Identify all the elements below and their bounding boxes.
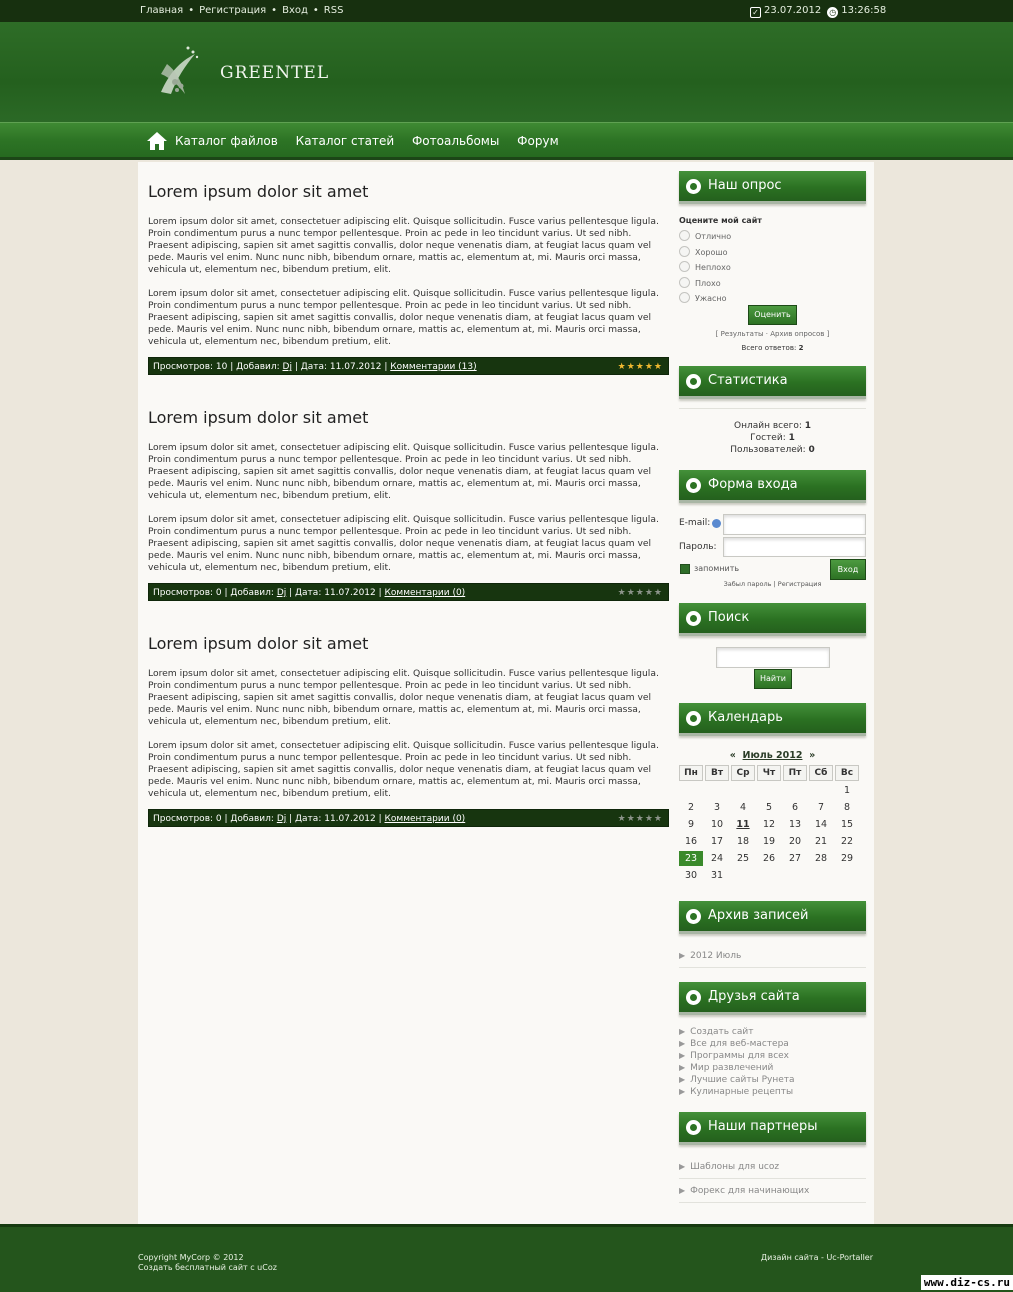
calendar-day: 26 <box>762 853 776 864</box>
login-block-header <box>679 470 866 503</box>
calendar-day: 13 <box>788 819 802 830</box>
list-item[interactable] <box>679 1062 866 1074</box>
post-title[interactable]: Lorem ipsum dolor sit amet <box>148 634 369 653</box>
weekday-header: Ср <box>731 765 755 781</box>
calendar-month[interactable]: Июль 2012 <box>742 750 803 761</box>
calendar-day <box>731 783 755 798</box>
friend-link[interactable]: Все для веб-мастера <box>690 1039 789 1049</box>
poll-option[interactable] <box>679 260 866 276</box>
list-item[interactable] <box>679 950 866 962</box>
archive-title: Архив записей <box>708 908 809 923</box>
calendar-day <box>679 783 703 798</box>
calendar-day <box>757 783 781 798</box>
radio-button[interactable] <box>679 230 690 241</box>
calendar-day: 10 <box>710 819 724 830</box>
search-input[interactable] <box>716 647 830 668</box>
post-comments-link[interactable]: Комментарии (13) <box>390 362 477 372</box>
rating-stars[interactable]: ★★★★★ <box>617 362 663 372</box>
poll-total-label: Всего ответов: <box>741 344 797 352</box>
email-info-icon[interactable] <box>712 519 721 528</box>
stats-block <box>679 420 866 456</box>
stats-title: Статистика <box>708 373 788 388</box>
email-label: E-mail: <box>679 518 711 528</box>
calendar-check-icon: ✓ <box>750 7 761 18</box>
calendar-day: 25 <box>736 853 750 864</box>
calendar-day: 15 <box>840 819 854 830</box>
post-comments-link[interactable]: Комментарии (0) <box>384 814 466 824</box>
bullet-icon <box>686 179 701 194</box>
post-author-link[interactable]: Dj <box>282 362 292 372</box>
remember-label: запомнить <box>694 564 740 573</box>
post-paragraph: Lorem ipsum dolor sit amet, consectetuer adipiscing elit. Quisque sollicitudin. Fusce varius pellentesque ligula. Proin condimentum purus a nunc tempor pellentesque. Proin ac pede in leo tincidunt varius. Ut sed nibh. Praesent adipiscing, sapien sit amet sagittis convallis, dolor neque venenatis diam, at feugiat lacus quam vel pede. Mauris vel enim. Nunc nunc nibh, bibendum ornare, mattis ac, elementum at, mi. Mauris orci massa, vehicula ut, elementum nec, bibendum pretium, elit. <box>148 216 659 275</box>
friend-link[interactable]: Программы для всех <box>690 1051 790 1061</box>
poll-question: Оцените мой сайт <box>679 216 762 225</box>
post-paragraph: Lorem ipsum dolor sit amet, consectetuer adipiscing elit. Quisque sollicitudin. Fusce varius pellentesque ligula. Proin condimentum purus a nunc tempor pellentesque. Proin ac pede in leo tincidunt varius. Ut sed nibh. Praesent adipiscing, sapien sit amet sagittis convallis, dolor neque venenatis diam, at feugiat lacus quam vel pede. Mauris vel enim. Nunc nunc nibh, bibendum ornare, mattis ac, elementum at, mi. Mauris orci massa, vehicula ut, elementum nec, bibendum pretium, elit. <box>148 740 659 799</box>
triangle-right-icon: ▶ <box>679 1027 686 1036</box>
post-author-link[interactable]: Dj <box>276 588 287 598</box>
login-button[interactable]: Вход <box>830 559 866 580</box>
post <box>148 408 669 602</box>
poll-option-label: Неплохо <box>695 263 731 272</box>
home-icon[interactable] <box>146 130 168 152</box>
calendar-day: 31 <box>710 870 724 881</box>
post-meta-bar: Просмотров: 10 | Добавил: Dj | Дата: 11.07.2012 | Комментарии (13) ★★★★★ <box>148 357 669 375</box>
calendar-title: Календарь <box>708 710 783 725</box>
post-paragraph: Lorem ipsum dolor sit amet, consectetuer adipiscing elit. Quisque sollicitudin. Fusce varius pellentesque ligula. Proin condimentum purus a nunc tempor pellentesque. Proin ac pede in leo tincidunt varius. Ut sed nibh. Praesent adipiscing, sapien sit amet sagittis convallis, dolor neque venenatis diam, at feugiat lacus quam vel pede. Mauris vel enim. Nunc nunc nibh, bibendum ornare, mattis ac, elementum at, mi. Mauris orci massa, vehicula ut, elementum nec, bibendum pretium, elit. <box>148 288 659 347</box>
calendar-day <box>705 783 729 798</box>
nav-item-forum[interactable]: Форум <box>517 134 559 148</box>
post-date: Дата: 11.07.2012 <box>295 588 376 598</box>
calendar-day <box>783 783 807 798</box>
clock-icon: ◷ <box>827 7 838 18</box>
triangle-right-icon: ▶ <box>679 1186 686 1195</box>
list-item[interactable] <box>679 1026 866 1038</box>
poll-total <box>679 344 866 352</box>
remember-checkbox[interactable] <box>680 564 690 574</box>
triangle-right-icon: ▶ <box>679 1039 686 1048</box>
calendar-day: 21 <box>814 836 828 847</box>
post-added-label: Добавил: <box>230 814 274 824</box>
ucoz-link[interactable]: Создать бесплатный сайт с uCoz <box>138 1263 277 1272</box>
list-item[interactable] <box>679 1086 866 1098</box>
logo-mark-icon <box>155 44 203 98</box>
calendar-day: 29 <box>840 853 854 864</box>
stats-online-value: 1 <box>804 421 812 431</box>
nav-item-photos[interactable]: Фотоальбомы <box>411 134 500 148</box>
site-footer <box>0 1224 1013 1292</box>
post-meta-bar: Просмотров: 0 | Добавил: Dj | Дата: 11.07.2012 | Комментарии (0) ★★★★★ <box>148 583 669 601</box>
calendar-day: 7 <box>817 802 825 813</box>
poll-option[interactable] <box>679 245 866 261</box>
email-field[interactable] <box>723 514 866 535</box>
stats-guests-label: Гостей: <box>750 433 786 443</box>
calendar-day: 9 <box>687 819 695 830</box>
calendar-day <box>835 868 859 883</box>
footer-left <box>138 1253 277 1273</box>
post-date: Дата: 11.07.2012 <box>295 814 376 824</box>
separator-dot: • <box>312 5 319 16</box>
bullet-icon <box>686 990 701 1005</box>
bullet-icon <box>686 478 701 493</box>
triangle-right-icon: ▶ <box>679 951 686 960</box>
partners-title: Наши партнеры <box>708 1119 818 1134</box>
poll-block-header <box>679 171 866 204</box>
calendar-day: 4 <box>739 802 747 813</box>
calendar-day: 20 <box>788 836 802 847</box>
triangle-right-icon: ▶ <box>679 1063 686 1072</box>
radio-button[interactable] <box>679 292 690 303</box>
post-date: Дата: 11.07.2012 <box>300 362 382 372</box>
post-title[interactable]: Lorem ipsum dolor sit amet <box>148 182 369 201</box>
post-author-link[interactable]: Dj <box>276 814 287 824</box>
poll-results-link[interactable]: Результаты <box>720 330 764 338</box>
post-meta-bar: Просмотров: 0 | Добавил: Dj | Дата: 11.07.2012 | Комментарии (0) ★★★★★ <box>148 809 669 827</box>
poll-archive-link[interactable]: Архив опросов <box>770 330 825 338</box>
friends-list <box>679 1026 866 1098</box>
login-title: Форма входа <box>708 477 798 492</box>
post-paragraph: Lorem ipsum dolor sit amet, consectetuer adipiscing elit. Quisque sollicitudin. Fusce varius pellentesque ligula. Proin condimentum purus a nunc tempor pellentesque. Proin ac pede in leo tincidunt varius. Ut sed nibh. Praesent adipiscing, sapien sit amet sagittis convallis, dolor neque venenatis diam, at feugiat lacus quam vel pede. Mauris vel enim. Nunc nunc nibh, bibendum ornare, mattis ac, elementum at, mi. Mauris orci massa, vehicula ut, elementum nec, bibendum pretium, elit. <box>148 514 659 573</box>
calendar-day <box>809 868 833 883</box>
poll-option-label: Ужасно <box>695 294 727 303</box>
weekday-header: Пн <box>679 765 703 781</box>
site-header <box>0 22 1013 122</box>
list-item[interactable] <box>679 1161 866 1173</box>
login-links: Забыл пароль | Регистрация <box>723 580 822 588</box>
triangle-right-icon: ▶ <box>679 1087 686 1096</box>
post-added-label: Добавил: <box>236 362 280 372</box>
search-button[interactable]: Найти <box>754 669 792 689</box>
triangle-right-icon: ▶ <box>679 1162 686 1171</box>
stats-users-value: 0 <box>808 445 815 455</box>
top-link-rss[interactable]: RSS <box>323 5 344 16</box>
friend-link[interactable]: Мир развлечений <box>690 1063 774 1073</box>
rating-stars[interactable]: ★★★★★ <box>617 814 663 824</box>
calendar-month-nav <box>679 750 866 761</box>
post-views: Просмотров: 0 <box>153 588 222 598</box>
calendar-day: 16 <box>684 836 698 847</box>
calendar-day: 27 <box>788 853 802 864</box>
calendar-day: 19 <box>762 836 776 847</box>
top-bar <box>0 0 1013 22</box>
calendar-day: 30 <box>684 870 698 881</box>
calendar-day: 2 <box>687 802 695 813</box>
post-views: Просмотров: 0 <box>153 814 222 824</box>
calendar-day: 8 <box>843 802 851 813</box>
bullet-icon <box>686 1120 701 1135</box>
top-links <box>140 5 343 16</box>
main-nav <box>0 122 1013 160</box>
calendar-day: 12 <box>762 819 776 830</box>
bullet-icon <box>686 374 701 389</box>
calendar-prev[interactable]: « <box>729 750 736 761</box>
calendar-day <box>731 868 755 883</box>
friend-link[interactable]: Лучшие сайты Рунета <box>690 1075 795 1085</box>
bullet-icon <box>686 611 701 626</box>
poll-option-label: Плохо <box>695 278 721 288</box>
stats-users-label: Пользователей: <box>730 445 806 455</box>
logo-text: GREENTEL <box>220 63 330 83</box>
divider <box>679 408 866 409</box>
partners-block-header <box>679 1112 866 1145</box>
password-field[interactable] <box>723 537 866 557</box>
nav-item-files[interactable]: Каталог файлов <box>175 134 278 148</box>
triangle-right-icon: ▶ <box>679 1075 686 1084</box>
calendar-day-link[interactable]: 11 <box>736 819 750 830</box>
date-time <box>750 5 886 18</box>
bullet-icon <box>686 711 701 726</box>
design-credit[interactable]: Дизайн сайта - Uc-Portaller <box>760 1253 873 1262</box>
post-added-label: Добавил: <box>230 588 274 598</box>
partner-link[interactable]: Форекс для начинающих <box>690 1186 810 1196</box>
archive-block-header <box>679 901 866 934</box>
calendar-day: 17 <box>710 836 724 847</box>
poll-total-value: 2 <box>798 344 804 352</box>
calendar-day: 6 <box>791 802 799 813</box>
watermark: www.diz-cs.ru <box>921 1275 1013 1290</box>
top-link-register[interactable]: Регистрация <box>199 5 267 16</box>
top-link-login[interactable]: Вход <box>282 5 308 16</box>
calendar-day <box>809 783 833 798</box>
weekday-header: Сб <box>809 765 833 781</box>
poll-block <box>679 216 866 307</box>
weekday-header: Чт <box>757 765 781 781</box>
post-comments-link[interactable]: Комментарии (0) <box>384 588 466 598</box>
archive-link[interactable]: 2012 Июль <box>690 951 742 961</box>
calendar-day: 1 <box>843 785 851 796</box>
calendar-block-header <box>679 703 866 736</box>
search-block-header <box>679 603 866 636</box>
poll-option-label: Отлично <box>695 232 732 241</box>
stats-block-header <box>679 366 866 399</box>
friends-block-header <box>679 982 866 1015</box>
calendar-day: 28 <box>814 853 828 864</box>
calendar-day <box>757 868 781 883</box>
radio-button[interactable] <box>679 261 690 272</box>
nav-item-articles[interactable]: Каталог статей <box>295 134 395 148</box>
copyright: Copyright MyCorp © 2012 <box>138 1253 244 1262</box>
calendar-grid <box>677 763 864 885</box>
stats-guests-value: 1 <box>788 433 795 443</box>
poll-links: [ Результаты · Архив опросов ] <box>715 330 830 338</box>
calendar-day-today: 23 <box>679 851 703 866</box>
poll-option[interactable] <box>679 276 866 292</box>
friend-link[interactable]: Создать сайт <box>690 1027 754 1037</box>
post-title[interactable]: Lorem ipsum dolor sit amet <box>148 408 369 427</box>
current-time: 13:26:58 <box>841 5 887 16</box>
calendar-day: 14 <box>814 819 828 830</box>
forgot-password-link[interactable]: Забыл пароль <box>723 580 772 588</box>
search-title: Поиск <box>708 610 750 625</box>
list-item[interactable] <box>679 1185 866 1197</box>
radio-button[interactable] <box>679 246 690 257</box>
password-label: Пароль: <box>679 542 717 552</box>
post <box>148 634 669 828</box>
poll-option[interactable] <box>679 229 866 245</box>
vote-button[interactable]: Оценить <box>748 305 797 325</box>
calendar-next[interactable]: » <box>809 750 816 761</box>
weekday-header: Пт <box>783 765 807 781</box>
partner-link[interactable]: Шаблоны для ucoz <box>690 1162 780 1172</box>
list-item[interactable] <box>679 1038 866 1050</box>
current-date: 23.07.2012 <box>764 5 822 16</box>
register-link[interactable]: Регистрация <box>777 580 822 588</box>
separator-dot: • <box>271 5 278 16</box>
calendar-day: 18 <box>736 836 750 847</box>
calendar-day: 24 <box>710 853 724 864</box>
weekday-header: Вт <box>705 765 729 781</box>
top-link-home[interactable]: Главная <box>140 5 184 16</box>
post-paragraph: Lorem ipsum dolor sit amet, consectetuer adipiscing elit. Quisque sollicitudin. Fusce varius pellentesque ligula. Proin condimentum purus a nunc tempor pellentesque. Proin ac pede in leo tincidunt varius. Ut sed nibh. Praesent adipiscing, sapien sit amet sagittis convallis, dolor neque venenatis diam, at feugiat lacus quam vel pede. Mauris vel enim. Nunc nunc nibh, bibendum ornare, mattis ac, elementum at, mi. Mauris orci massa, vehicula ut, elementum nec, bibendum pretium, elit. <box>148 442 659 501</box>
weekday-header: Вс <box>835 765 859 781</box>
list-item[interactable] <box>679 1050 866 1062</box>
post-paragraph: Lorem ipsum dolor sit amet, consectetuer adipiscing elit. Quisque sollicitudin. Fusce varius pellentesque ligula. Proin condimentum purus a nunc tempor pellentesque. Proin ac pede in leo tincidunt varius. Ut sed nibh. Praesent adipiscing, sapien sit amet sagittis convallis, dolor neque venenatis diam, at feugiat lacus quam vel pede. Mauris vel enim. Nunc nunc nibh, bibendum ornare, mattis ac, elementum at, mi. Mauris orci massa, vehicula ut, elementum nec, bibendum pretium, elit. <box>148 668 659 727</box>
calendar-day: 22 <box>840 836 854 847</box>
list-item[interactable] <box>679 1074 866 1086</box>
calendar-day: 3 <box>713 802 721 813</box>
nav-links <box>175 134 573 148</box>
partners-list-item-1 <box>679 1161 866 1179</box>
rating-stars[interactable]: ★★★★★ <box>617 588 663 598</box>
friends-title: Друзья сайта <box>708 989 800 1004</box>
poll-option-label: Хорошо <box>695 247 728 257</box>
stats-online-label: Онлайн всего: <box>733 421 802 431</box>
calendar-day: 5 <box>765 802 773 813</box>
bullet-icon <box>686 909 701 924</box>
post <box>148 182 669 376</box>
archive-list <box>679 950 866 968</box>
friend-link[interactable]: Кулинарные рецепты <box>690 1087 794 1097</box>
radio-button[interactable] <box>679 277 690 288</box>
partners-list-item-2 <box>679 1185 866 1203</box>
triangle-right-icon: ▶ <box>679 1051 686 1060</box>
separator-dot: • <box>188 5 195 16</box>
calendar-day <box>783 868 807 883</box>
post-views: Просмотров: 10 <box>153 362 228 372</box>
poll-title: Наш опрос <box>708 178 782 193</box>
